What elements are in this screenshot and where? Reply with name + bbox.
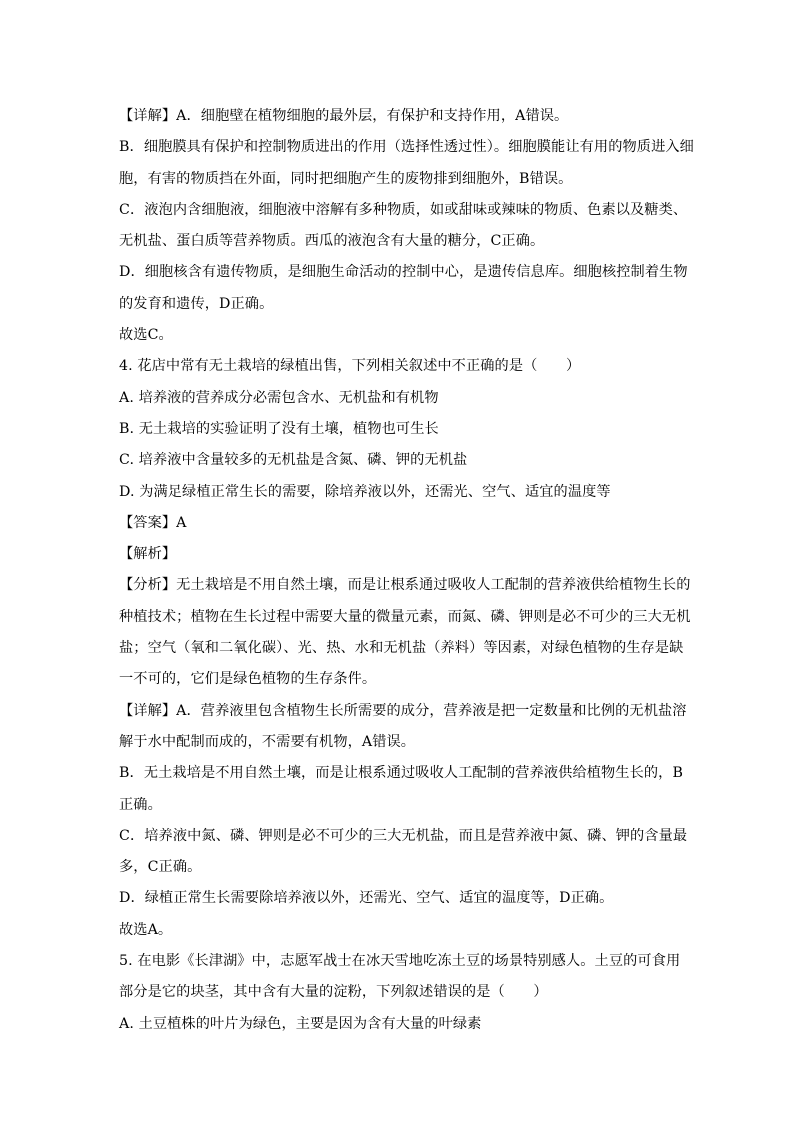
- option-b-explanation-cont: 胞，有害的物质挡在外面，同时把细胞产生的废物排到细胞外，B错误。: [119, 170, 573, 187]
- option-d-explanation-cont: 的发育和遗传，D正确。: [119, 295, 274, 312]
- analysis-label: 【解析】: [119, 546, 177, 563]
- question-4-stem: 4. 花店中常有无土栽培的绿植出售，下列相关叙述中不正确的是（ ）: [119, 358, 581, 375]
- option-c-explanation: C．培养液中氮、磷、钾则是必不可少的三大无机盐，而且是营养液中氮、磷、钾的含量最: [119, 827, 688, 844]
- question-5-stem-cont: 部分是它的块茎，其中含有大量的淀粉，下列叙述错误的是（ ）: [119, 984, 548, 1001]
- question-5-option-a: A. 土豆植株的叶片为绿色，主要是因为含有大量的叶绿素: [119, 1015, 482, 1032]
- analysis-paragraph: 【分析】无土栽培是不用自然土壤，而是让根系通过吸收人工配制的营养液供给植物生长的: [119, 577, 691, 594]
- detail-line-cont: 解于水中配制而成的，不需要有机物，A错误。: [119, 733, 416, 750]
- analysis-paragraph-cont: 盐；空气（氧和二氧化碳）、光、热、水和无机盐（养料）等因素，对绿色植物的生存是缺: [119, 640, 684, 657]
- choice-summary: 故选C。: [119, 327, 173, 344]
- option-d-explanation: D．细胞核含有遗传物质，是细胞生命活动的控制中心，是遗传信息库。细胞核控制着生物: [119, 264, 688, 281]
- answer-label: 【答案】A: [119, 514, 187, 531]
- option-c-explanation-cont: 无机盐、蛋白质等营养物质。西瓜的液泡含有大量的糖分，C正确。: [119, 233, 545, 250]
- question-4-option-a: A. 培养液的营养成分必需包含水、无机盐和有机物: [119, 389, 439, 406]
- option-b-explanation: B．无土栽培是不用自然土壤，而是让根系通过吸收人工配制的营养液供给植物生长的，B: [119, 765, 683, 782]
- option-b-explanation-cont: 正确。: [119, 796, 162, 813]
- question-4-option-b: B. 无土栽培的实验证明了没有土壤，植物也可生长: [119, 420, 439, 437]
- detail-line: 【详解】A．细胞壁在植物细胞的最外层，有保护和支持作用，A错误。: [119, 108, 569, 124]
- choice-summary: 故选A。: [119, 921, 173, 938]
- analysis-paragraph-cont: 一不可的，它们是绿色植物的生存条件。: [119, 671, 377, 688]
- question-4-option-c: C. 培养液中含量较多的无机盐是含氮、磷、钾的无机盐: [119, 452, 468, 469]
- option-b-explanation: B．细胞膜具有保护和控制物质进出的作用（选择性透过性）。细胞膜能让有用的物质进入细: [119, 139, 694, 156]
- detail-line: 【详解】A．营养液里包含植物生长所需要的成分，营养液是把一定数量和比例的无机盐溶: [119, 702, 687, 719]
- option-c-explanation: C．液泡内含细胞液，细胞液中溶解有多种物质，如或甜味或辣味的物质、色素以及糖类、: [119, 201, 688, 218]
- option-c-explanation-cont: 多，C正确。: [119, 859, 202, 876]
- analysis-paragraph-cont: 种植技术；植物在生长过程中需要大量的微量元素，而氮、磷、钾则是必不可少的三大无机: [119, 608, 691, 625]
- question-4-option-d: D. 为满足绿植正常生长的需要，除培养液以外，还需光、空气、适宜的温度等: [119, 483, 611, 500]
- option-d-explanation: D．绿植正常生长需要除培养液以外，还需光、空气、适宜的温度等，D正确。: [119, 890, 614, 907]
- question-5-stem: 5. 在电影《长津湖》中，志愿军战士在冰天雪地吃冻土豆的场景特别感人。土豆的可食用: [119, 953, 681, 970]
